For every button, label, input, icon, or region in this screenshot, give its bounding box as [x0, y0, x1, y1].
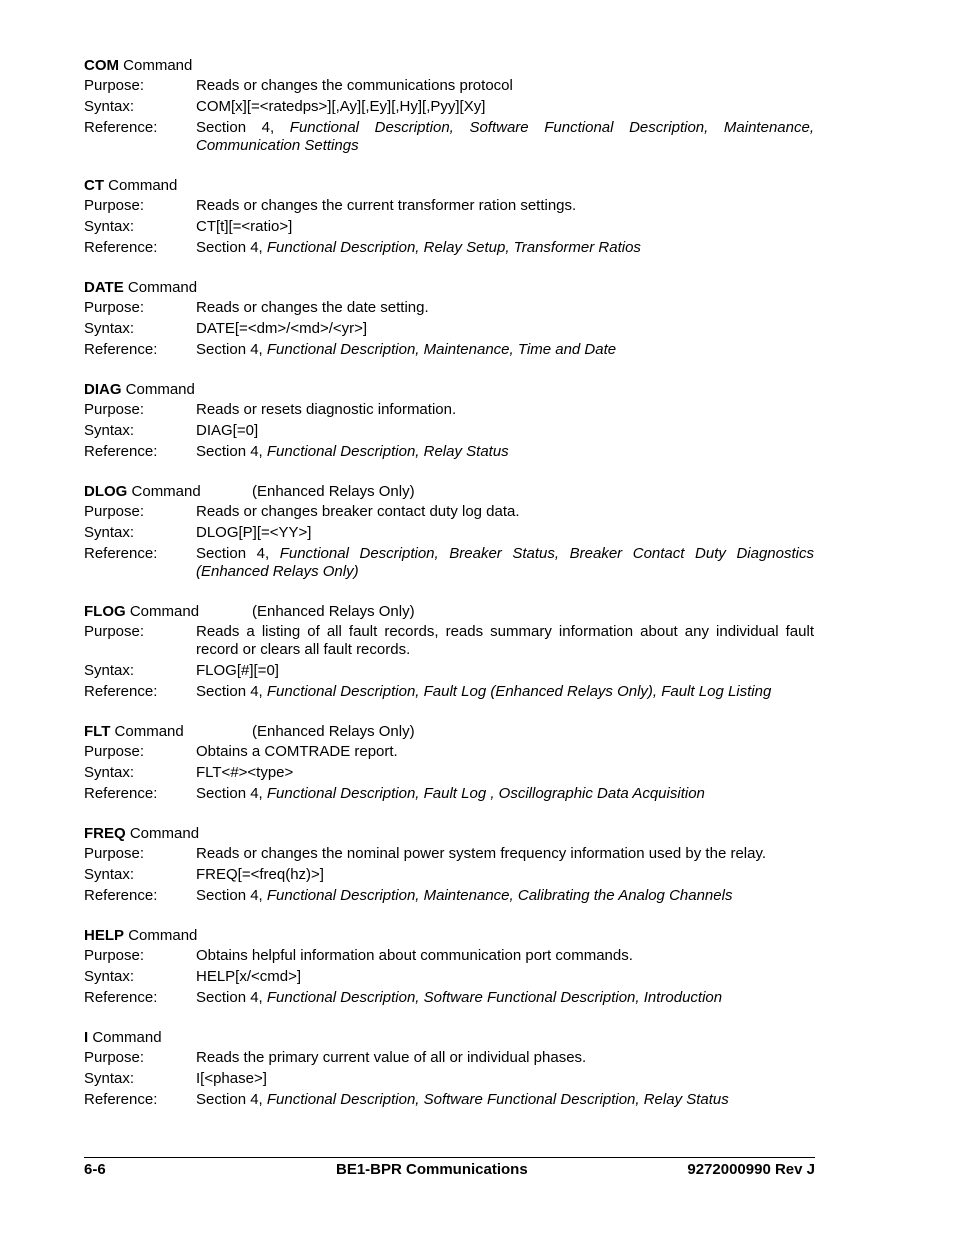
- purpose-value: Reads or changes the current transformer ration settings.: [196, 197, 577, 214]
- reference-value: [196, 1091, 814, 1109]
- reference-italic: Functional Description, Fault Log , Oscillographic Data Acquisition: [266, 785, 705, 802]
- syntax-row: [84, 968, 814, 986]
- reference-row: [84, 341, 814, 359]
- syntax-label: Syntax:: [84, 524, 135, 541]
- reference-value: [196, 119, 814, 155]
- reference-italic: Functional Description, Fault Log (Enhanced Relays Only), Fault Log Listing: [266, 683, 772, 700]
- syntax-row: [84, 1070, 814, 1088]
- reference-prefix: Section 4,: [196, 1091, 267, 1108]
- reference-prefix: Section 4,: [196, 341, 267, 358]
- syntax-value: HELP[x/<cmd>]: [196, 968, 302, 985]
- command-note: (Enhanced Relays Only): [252, 723, 415, 740]
- command-word: Command: [128, 927, 198, 944]
- reference-row: [84, 443, 814, 461]
- reference-label: Reference:: [84, 239, 158, 256]
- reference-italic: Functional Description, Maintenance, Time and Date: [266, 341, 617, 358]
- command-entry: [84, 925, 814, 1007]
- syntax-row: [84, 524, 814, 542]
- purpose-value: Reads or changes the date setting.: [196, 299, 429, 316]
- command-entry: [84, 481, 814, 581]
- footer-title: BE1-BPR Communications: [336, 1161, 528, 1178]
- command-note: (Enhanced Relays Only): [252, 603, 415, 620]
- syntax-row: [84, 98, 814, 116]
- purpose-value: Reads the primary current value of all or individual phases.: [196, 1049, 587, 1066]
- reference-prefix: Section 4,: [196, 119, 290, 136]
- syntax-row: [84, 218, 814, 236]
- purpose-label: Purpose:: [84, 845, 145, 862]
- reference-label: Reference:: [84, 785, 158, 802]
- syntax-label: Syntax:: [84, 1070, 135, 1087]
- purpose-value: Reads or resets diagnostic information.: [196, 401, 457, 418]
- reference-label: Reference:: [84, 683, 158, 700]
- reference-row: [84, 239, 814, 257]
- page-footer: [84, 1157, 815, 1178]
- command-note: (Enhanced Relays Only): [252, 483, 415, 500]
- purpose-value: Reads or changes breaker contact duty log data.: [196, 503, 520, 520]
- purpose-row: [84, 197, 814, 215]
- purpose-value: Reads a listing of all fault records, reads summary information about any individual fault record or clears all fault records.: [196, 623, 814, 658]
- syntax-value: DATE[=<dm>/<md>/<yr>]: [196, 320, 368, 337]
- command-heading: [84, 925, 814, 946]
- purpose-row: [84, 947, 814, 965]
- syntax-value: I[<phase>]: [196, 1070, 267, 1087]
- reference-value: [196, 443, 814, 461]
- purpose-label: Purpose:: [84, 947, 145, 964]
- syntax-value: DLOG[P][=<YY>]: [196, 524, 312, 541]
- command-heading: [84, 379, 814, 400]
- reference-prefix: Section 4,: [196, 887, 267, 904]
- command-entry: [84, 823, 814, 905]
- purpose-label: Purpose:: [84, 743, 145, 760]
- syntax-label: Syntax:: [84, 968, 135, 985]
- command-entry: [84, 601, 814, 701]
- reference-label: Reference:: [84, 887, 158, 904]
- reference-prefix: Section 4,: [196, 239, 267, 256]
- reference-italic: Functional Description, Relay Status: [266, 443, 509, 460]
- command-name: DIAG: [84, 381, 122, 398]
- purpose-label: Purpose:: [84, 401, 145, 418]
- reference-italic: Functional Description, Software Functional Description, Introduction: [266, 989, 723, 1006]
- command-name: COM: [84, 57, 119, 74]
- syntax-label: Syntax:: [84, 866, 135, 883]
- syntax-row: [84, 422, 814, 440]
- syntax-value: FREQ[=<freq(hz)>]: [196, 866, 324, 883]
- purpose-label: Purpose:: [84, 77, 145, 94]
- reference-italic: Functional Description, Breaker Status, Breaker Contact Duty Diagnostics (Enhanced Relays Only): [196, 545, 814, 580]
- reference-row: [84, 683, 814, 701]
- command-list: [84, 55, 814, 1129]
- reference-label: Reference:: [84, 341, 158, 358]
- purpose-label: Purpose:: [84, 299, 145, 316]
- reference-italic: Functional Description, Software Functional Description, Maintenance, Communication Settings: [196, 119, 814, 154]
- reference-row: [84, 989, 814, 1007]
- reference-italic: Functional Description, Software Functional Description, Relay Status: [266, 1091, 729, 1108]
- reference-prefix: Section 4,: [196, 545, 280, 562]
- purpose-label: Purpose:: [84, 503, 145, 520]
- reference-value: [196, 989, 814, 1007]
- reference-value: [196, 887, 814, 905]
- reference-row: [84, 785, 814, 803]
- reference-prefix: Section 4,: [196, 443, 267, 460]
- reference-label: Reference:: [84, 443, 158, 460]
- document-number: 9272000990 Rev J: [687, 1161, 815, 1178]
- command-heading: [84, 277, 814, 298]
- reference-label: Reference:: [84, 989, 158, 1006]
- command-entry: [84, 379, 814, 461]
- syntax-value: CT[t][=<ratio>]: [196, 218, 293, 235]
- reference-row: [84, 119, 814, 155]
- purpose-label: Purpose:: [84, 1049, 145, 1066]
- command-word: Command: [125, 381, 195, 398]
- reference-value: [196, 785, 814, 803]
- command-word: Command: [108, 177, 178, 194]
- syntax-label: Syntax:: [84, 320, 135, 337]
- command-heading: [84, 1027, 814, 1048]
- syntax-row: [84, 764, 814, 782]
- reference-label: Reference:: [84, 1091, 158, 1108]
- command-name: DLOG: [84, 483, 128, 500]
- command-name: CT: [84, 177, 104, 194]
- command-heading: [84, 823, 814, 844]
- reference-value: [196, 545, 814, 581]
- command-name: HELP: [84, 927, 125, 944]
- reference-value: [196, 341, 814, 359]
- command-word: Command: [114, 723, 184, 740]
- purpose-row: [84, 401, 814, 419]
- command-word: Command: [131, 483, 201, 500]
- reference-label: Reference:: [84, 119, 158, 136]
- syntax-value: FLT<#><type>: [196, 764, 294, 781]
- reference-value: [196, 239, 814, 257]
- syntax-row: [84, 866, 814, 884]
- syntax-label: Syntax:: [84, 98, 135, 115]
- reference-italic: Functional Description, Maintenance, Calibrating the Analog Channels: [266, 887, 733, 904]
- command-name: FLOG: [84, 603, 126, 620]
- syntax-label: Syntax:: [84, 218, 135, 235]
- purpose-row: [84, 1049, 814, 1067]
- command-heading: [84, 55, 814, 76]
- purpose-label: Purpose:: [84, 197, 145, 214]
- page-number: 6-6: [84, 1161, 106, 1178]
- command-name: DATE: [84, 279, 124, 296]
- reference-italic: Functional Description, Relay Setup, Transformer Ratios: [266, 239, 641, 256]
- command-word: Command: [123, 57, 193, 74]
- syntax-value: FLOG[#][=0]: [196, 662, 279, 679]
- reference-row: [84, 545, 814, 581]
- purpose-value: Reads or changes the nominal power system frequency information used by the relay.: [196, 845, 767, 862]
- reference-row: [84, 1091, 814, 1109]
- purpose-value: Obtains a COMTRADE report.: [196, 743, 398, 760]
- command-heading: [84, 721, 814, 742]
- purpose-value: Reads or changes the communications protocol: [196, 77, 513, 94]
- command-entry: [84, 175, 814, 257]
- command-entry: [84, 721, 814, 803]
- purpose-value: Obtains helpful information about communication port commands.: [196, 947, 633, 964]
- syntax-label: Syntax:: [84, 662, 135, 679]
- command-heading: [84, 481, 814, 502]
- purpose-row: [84, 743, 814, 761]
- syntax-label: Syntax:: [84, 764, 135, 781]
- command-heading: [84, 601, 814, 622]
- syntax-label: Syntax:: [84, 422, 135, 439]
- command-entry: [84, 55, 814, 155]
- purpose-row: [84, 845, 814, 863]
- command-entry: [84, 1027, 814, 1109]
- syntax-row: [84, 662, 814, 680]
- purpose-row: [84, 503, 814, 521]
- command-name: FLT: [84, 723, 111, 740]
- reference-label: Reference:: [84, 545, 158, 562]
- command-name: I: [84, 1029, 89, 1046]
- reference-value: [196, 683, 814, 701]
- command-heading: [84, 175, 814, 196]
- command-name: FREQ: [84, 825, 126, 842]
- reference-prefix: Section 4,: [196, 989, 267, 1006]
- command-word: Command: [127, 279, 198, 296]
- command-entry: [84, 277, 814, 359]
- syntax-value: DIAG[=0]: [196, 422, 259, 439]
- purpose-label: Purpose:: [84, 623, 145, 640]
- syntax-row: [84, 320, 814, 338]
- syntax-value: COM[x][=<ratedps>][,Ay][,Ey][,Hy][,Pyy][Xy]: [196, 98, 486, 115]
- purpose-row: [84, 623, 814, 659]
- command-word: Command: [129, 603, 200, 620]
- reference-prefix: Section 4,: [196, 785, 267, 802]
- reference-prefix: Section 4,: [196, 683, 267, 700]
- purpose-row: [84, 299, 814, 317]
- purpose-row: [84, 77, 814, 95]
- command-word: Command: [129, 825, 200, 842]
- command-word: Command: [92, 1029, 162, 1046]
- reference-row: [84, 887, 814, 905]
